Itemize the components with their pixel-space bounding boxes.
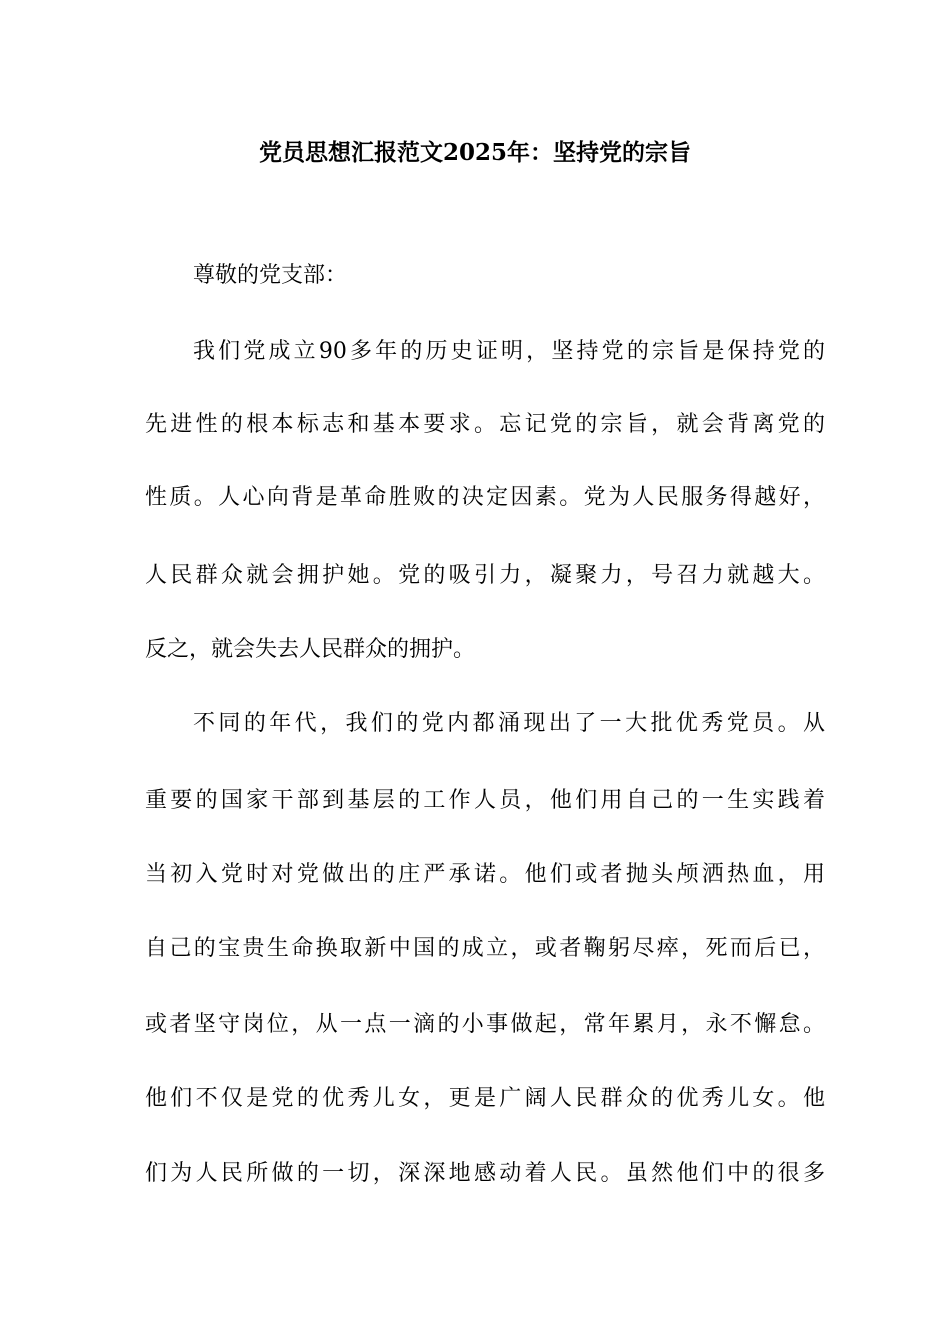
paragraph-line: 们为人民所做的一切，深深地感动着人民。虽然他们中的很多 xyxy=(145,1161,825,1186)
paragraph-line: 性质。人心向背是革命胜败的决定因素。党为人民服务得越好， xyxy=(145,485,825,510)
paragraph-line: 不同的年代，我们的党内都涌现出了一大批优秀党员。从 xyxy=(193,711,825,736)
paragraph-line: 人民群众就会拥护她。党的吸引力，凝聚力，号召力就越大。 xyxy=(145,563,825,588)
paragraph-line: 或者坚守岗位，从一点一滴的小事做起，常年累月，永不懈怠。 xyxy=(145,1012,825,1037)
paragraph-line: 当初入党时对党做出的庄严承诺。他们或者抛头颅洒热血，用 xyxy=(145,862,825,887)
paragraph-line: 重要的国家干部到基层的工作人员，他们用自己的一生实践着 xyxy=(145,788,825,813)
document-title: 党员思想汇报范文2025年：坚持党的宗旨 xyxy=(258,139,691,166)
salutation: 尊敬的党支部： xyxy=(193,263,348,288)
paragraph-line: 自己的宝贵生命换取新中国的成立，或者鞠躬尽瘁，死而后已， xyxy=(145,936,825,961)
paragraph-line: 我们党成立90多年的历史证明，坚持党的宗旨是保持党的 xyxy=(193,339,825,364)
paragraph-line: 反之，就会失去人民群众的拥护。 xyxy=(145,637,476,662)
paragraph-line: 先进性的根本标志和基本要求。忘记党的宗旨，就会背离党的 xyxy=(145,412,825,437)
paragraph-line: 他们不仅是党的优秀儿女，更是广阔人民群众的优秀儿女。他 xyxy=(145,1086,825,1111)
